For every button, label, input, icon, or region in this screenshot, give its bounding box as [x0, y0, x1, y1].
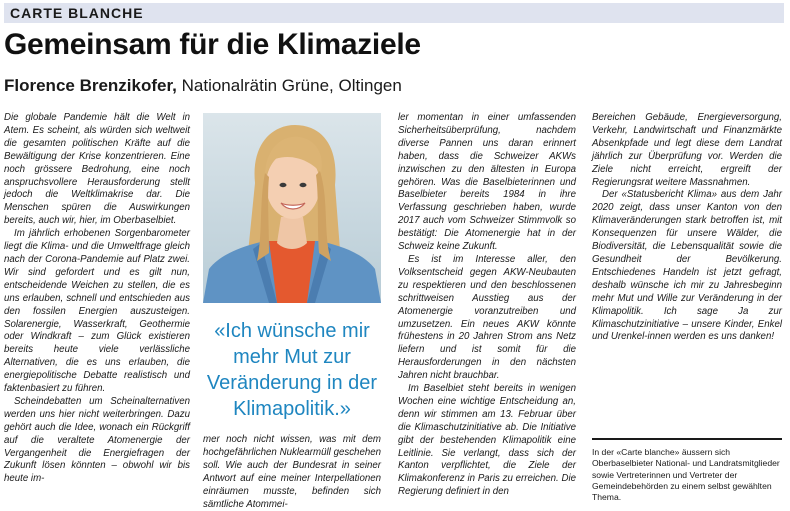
portrait-illustration — [203, 113, 381, 303]
byline — [4, 76, 402, 96]
article-column-2-continuation — [203, 434, 381, 511]
paragraph: Die globale Pandemie hält die Welt in Atem. Es scheint, als würden sich weltweit die gesamten politischen Kräfte auf die Bewältigung der Krise konzentrieren. Eine noch grössere Bedrohung, eine noch anspruchsvollere Herausforderung stellt jedoch die Weltklimakrise dar. Die Menschen spüren die Auswirkungen bereits, auch wir, hier, im Oberbaselbiet. — [4, 112, 190, 227]
paragraph: Bereichen Gebäude, Energieversorgung, Verkehr, Landwirtschaft und Finanzmärkte Absenkpfade und legt diese dem Landrat jährlich zur Überprüfung vor. Werden die Ziele nicht erreicht, ergreift der Regierungsrat weitere Massnahmen. — [592, 112, 782, 188]
author-name: Florence Brenzikofer, — [4, 76, 177, 95]
section-label-band — [4, 3, 784, 23]
article-column-1 — [4, 112, 190, 486]
paragraph: Der «Statusbericht Klima» aus dem Jahr 2020 zeigt, dass unser Kanton von den Klimaveränderungen stark betroffen ist, mit Konsequenzen für unsere Wälder, die Biodiversität, die Lebensqualität sowie die Gesundheit der Bevölkerung. Entschiedenes Handeln ist jetzt gefragt, deshalb wünsche ich mir zu Jahresbeginn mehr Mut und Wille zur Veränderung in der Klimapolitik. Ich sage Ja zur Klimaschutzinitiative – unsere Kinder, Enkel und Urenkel-innen werden es uns danken! — [592, 189, 782, 343]
article-headline: Gemeinsam für die Klimaziele — [4, 28, 421, 61]
paragraph: Es ist im Interesse aller, den Volksentscheid gegen AKW-Neubauten zu respektieren und den beschlossenen schrittweisen Ausstieg aus der Atomenergie voranzutreiben und umzusetzen. Ein neues AKW könnte frühestens in 20 Jahren Strom ans Netz liefern und ist somit für die Herausforderungen in den nächsten Jahren nicht brauchbar. — [398, 253, 576, 382]
paragraph: ler momentan in einer umfassenden Sicherheitsüberprüfung, nachdem diverse Pannen uns daran erinnert haben, dass die Schweizer AKWs inzwischen zu den ältesten in Europa gehören. Was die Baselbieterinnen und Baselbieter bereits 1984 in ihre Verfassung geschrieben haben, wurde 2017 auch vom Schweizer Stimmvolk so bestätigt: Die Atomenergie hat in der Schweiz keine Zukunft. — [398, 112, 576, 253]
author-portrait-photo — [203, 113, 381, 303]
paragraph: mer noch nicht wissen, was mit dem hochgefährlichen Nuklearmüll geschehen soll. Wie auch der Bundesrat in seiner Antwort auf eine meiner Interpellationen einräumen musste, befinden sich sämtliche Atommei- — [203, 434, 381, 510]
section-label: CARTE BLANCHE — [10, 5, 144, 21]
paragraph: Scheindebatten um Scheinalternativen werden uns hier nicht weiterbringen. Dazu gehört auch die Idee, wonach ein Rückgriff auf die veraltete Atomenergie der Vergangenheit die Energiefragen der Zukunft lösen könnten – obwohl wir bis heute im- — [4, 395, 190, 485]
info-box-divider — [592, 438, 782, 440]
paragraph: Im jährlich erhobenen Sorgenbarometer liegt die Klima- und die Umweltfrage gleich nach der Corona-Pandemie auf Platz zwei. Wir sind gefordert und es gilt nun, entscheidende Weichen zu stellen, die es uns erlauben, schnell und entschieden aus den fossilen Energien auszusteigen. Solarenergie, Wasserkraft, Geothermie oder Windkraft – zum Glück existieren bereits heute viele verlässliche Alternativen, die es uns erlauben, die energiepolitische Debatte realistisch und faktenbasiert zu führen. — [4, 228, 190, 395]
article-column-4 — [592, 112, 782, 344]
info-box-text: In der «Carte blanche» äussern sich Oberbaselbieter National- und Landratsmitglieder sowie Vertreterinnen und Vertreter der Gemeindebehörden zu einem selbst gewählten Thema. — [592, 447, 780, 503]
author-role: Nationalrätin Grüne, Oltingen — [181, 76, 402, 95]
pull-quote: «Ich wünsche mir mehr Mut zur Veränderung in der Klimapolitik.» — [206, 320, 378, 420]
paragraph: Im Baselbiet steht bereits in wenigen Wochen eine wichtige Entscheidung an, denn wir stimmen am 13. Februar über die Klimaschutzinitiative ab. Die Initiative gibt der bestehenden Klimapolitik eine Leitlinie. Sie verlangt, dass sich der Kanton verpflichtet, die Ziele der Klimakonferenz in Paris zu erreichen. Die Regierung definiert in den — [398, 383, 576, 498]
article-column-3 — [398, 112, 576, 499]
